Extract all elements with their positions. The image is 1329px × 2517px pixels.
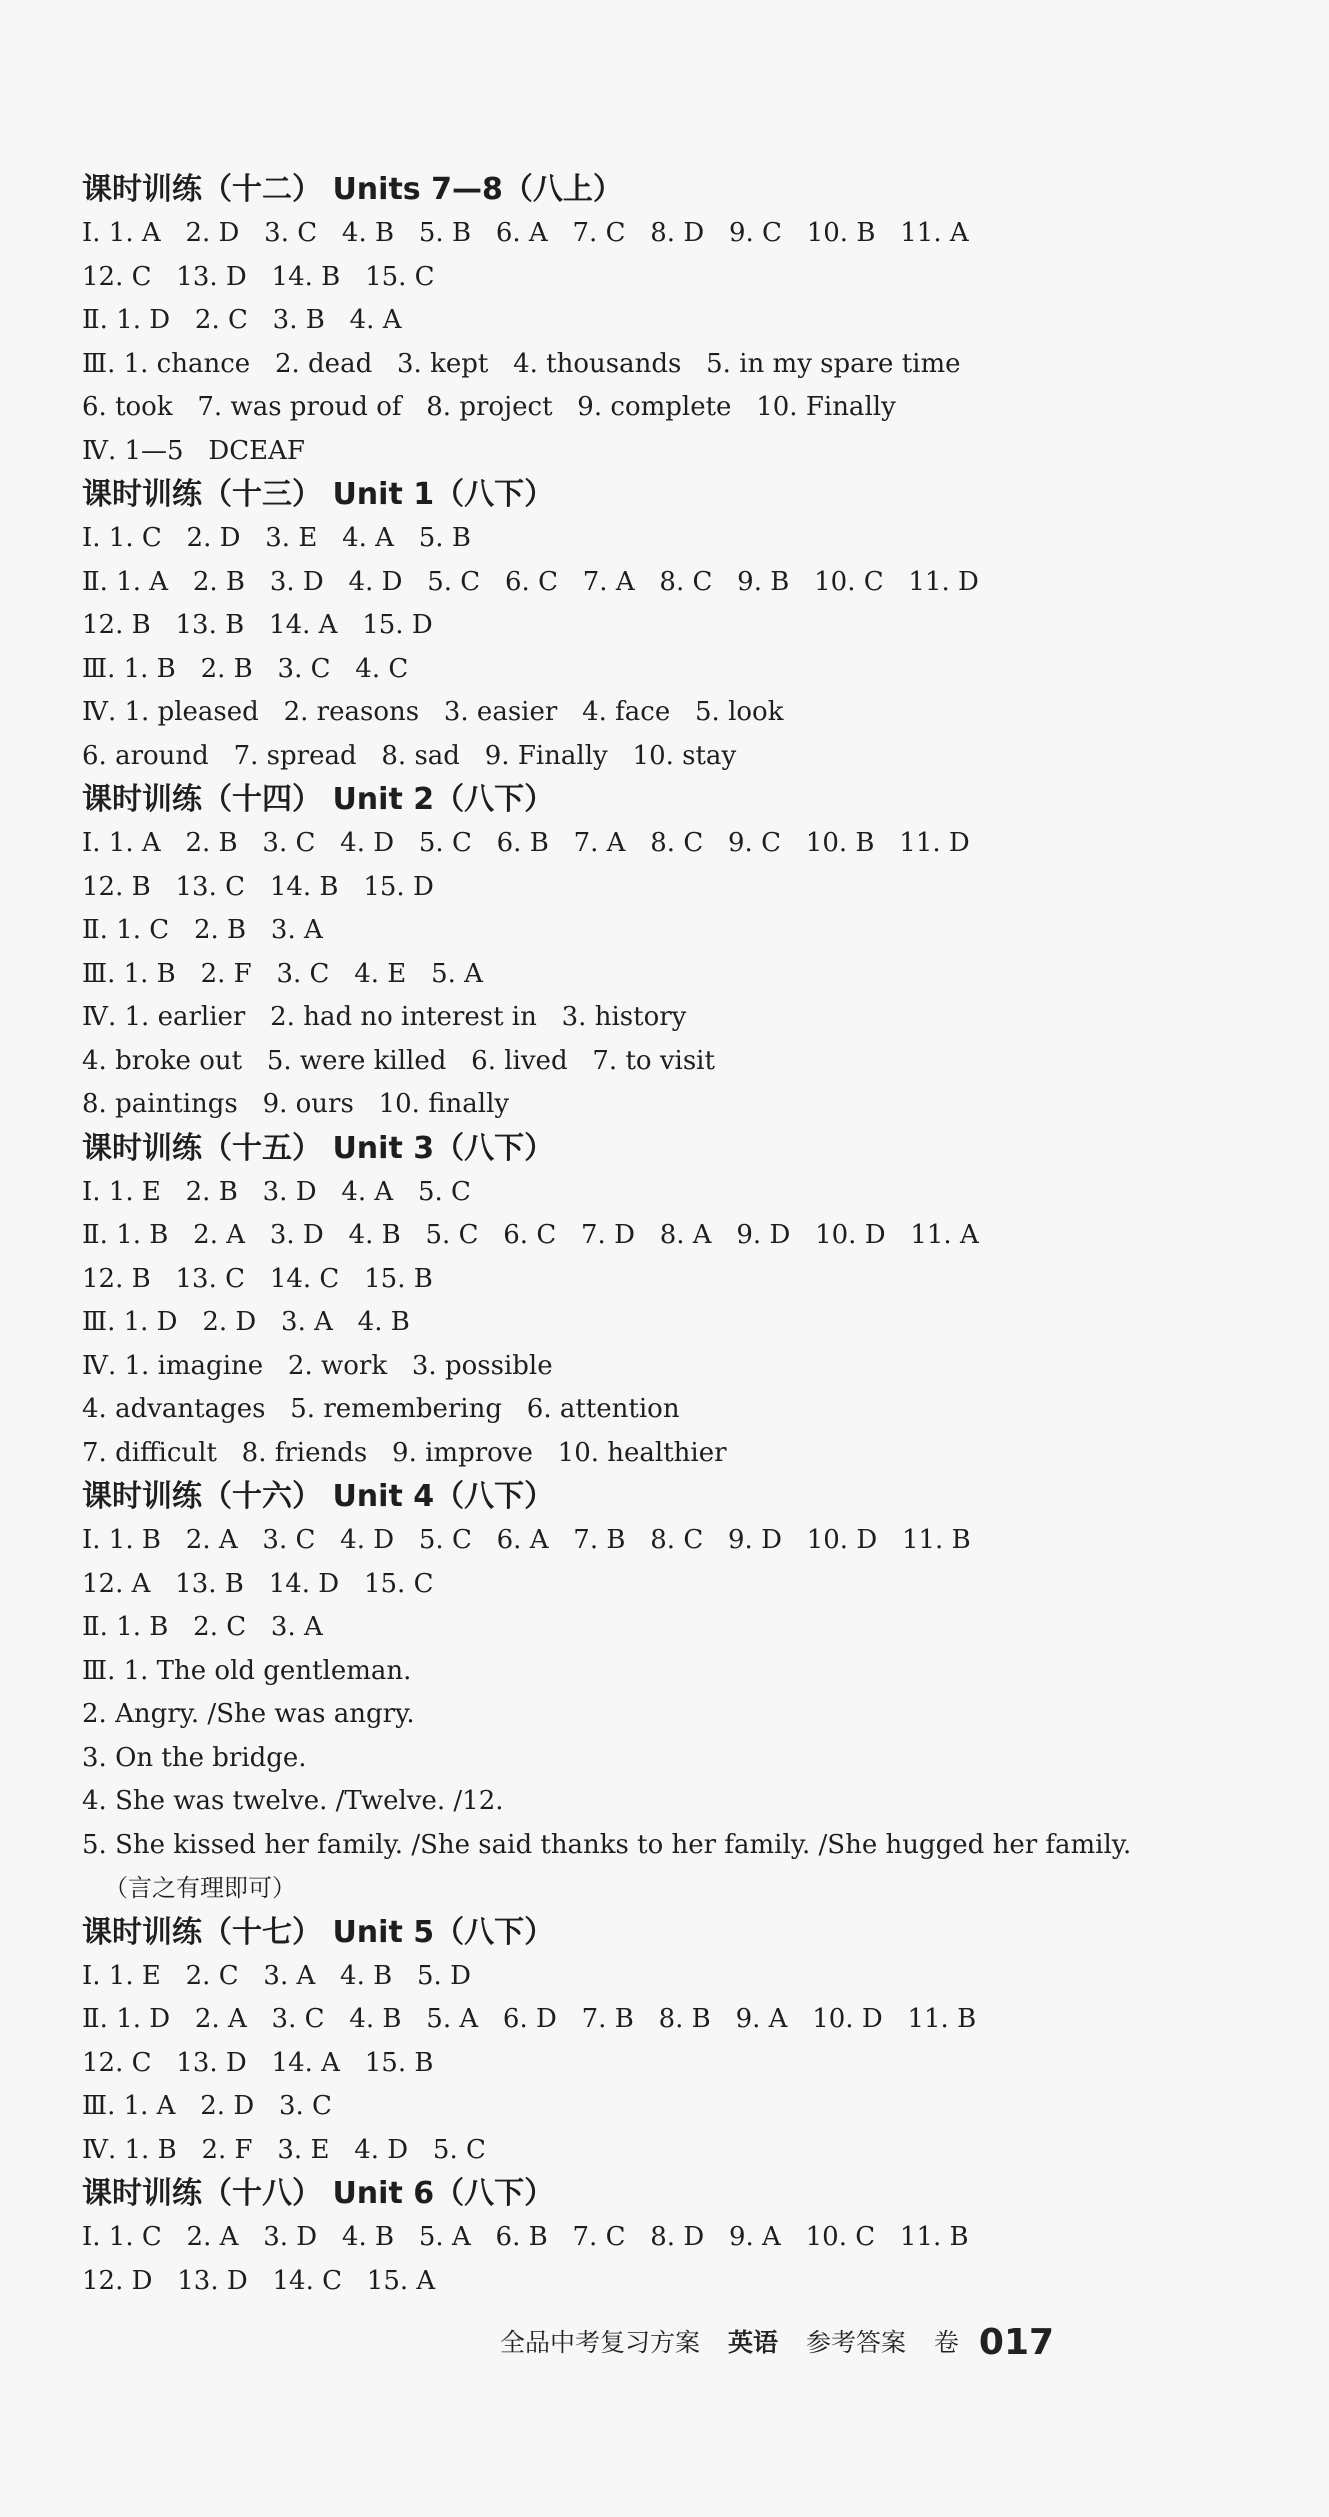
answer-line: Ⅱ. 1. B 2. C 3. A	[82, 1612, 323, 1642]
answer-line: Ⅱ. 1. C 2. B 3. A	[82, 915, 323, 945]
answer-line: 12. C 13. D 14. A 15. B	[82, 2047, 434, 2078]
section-heading: 课时训练（十七） Unit 5（八下）	[82, 1914, 555, 1950]
answer-line: Ⅰ. 1. E 2. B 3. D 4. A 5. C	[82, 1176, 471, 1207]
answer-line: 4. broke out 5. were killed 6. lived 7. to visit	[82, 1045, 715, 1076]
answer-line: Ⅳ. 1. imagine 2. work 3. possible	[82, 1350, 553, 1381]
answer-line: Ⅲ. 1. chance 2. dead 3. kept 4. thousands 5. in my spare time	[82, 348, 961, 379]
answer-section	[82, 1475, 1272, 1911]
footer-label: 参考答案	[805, 2328, 906, 2357]
answer-line: Ⅱ. 1. B 2. A 3. D 4. B 5. C 6. C 7. D 8. A 9. D 10. D 11. A	[82, 1220, 979, 1250]
answer-line: Ⅰ. 1. B 2. A 3. C 4. D 5. C 6. A 7. B 8. C 9. D 10. D 11. B	[82, 1525, 971, 1555]
answer-line: 12. B 13. C 14. C 15. B	[82, 1263, 433, 1294]
answer-line: 5. She kissed her family. /She said thanks to her family. /She hugged her family.	[82, 1829, 1132, 1860]
answer-section	[82, 778, 1272, 1127]
answer-line: 6. took 7. was proud of 8. project 9. complete 10. Finally	[82, 392, 896, 422]
answer-line: Ⅱ. 1. D 2. C 3. B 4. A	[82, 305, 402, 335]
answer-line: Ⅱ. 1. A 2. B 3. D 4. D 5. C 6. C 7. A 8. C 9. B 10. C 11. D	[82, 566, 979, 597]
footer-subject: 英语	[727, 2328, 778, 2357]
answer-line: 7. difficult 8. friends 9. improve 10. healthier	[82, 1437, 727, 1468]
section-heading: 课时训练（十六） Unit 4（八下）	[82, 1479, 555, 1514]
answer-line: 4. advantages 5. remembering 6. attention	[82, 1394, 680, 1424]
answer-line: Ⅱ. 1. D 2. A 3. C 4. B 5. A 6. D 7. B 8. B 9. A 10. D 11. B	[82, 2004, 977, 2034]
answer-line: 12. B 13. B 14. A 15. D	[82, 610, 433, 640]
footer-series: 全品中考复习方案	[500, 2328, 701, 2357]
answer-line: Ⅰ. 1. A 2. D 3. C 4. B 5. B 6. A 7. C 8. D 9. C 10. B 11. A	[82, 218, 969, 248]
answer-line: Ⅲ. 1. B 2. B 3. C 4. C	[82, 653, 409, 684]
section-heading: 课时训练（十八） Unit 6（八下）	[82, 2176, 555, 2211]
answer-section	[82, 2172, 1272, 2303]
section-heading: 课时训练（十五） Unit 3（八下）	[82, 1130, 555, 1166]
answer-line: Ⅰ. 1. C 2. D 3. E 4. A 5. B	[82, 523, 471, 553]
section-heading: 课时训练（十二） Units 7—8（八上）	[82, 172, 623, 207]
answer-line: Ⅳ. 1. earlier 2. had no interest in 3. history	[82, 1002, 687, 1032]
page-number: 017	[978, 2322, 1055, 2363]
footer-volume: 卷	[933, 2328, 959, 2357]
answer-note: （言之有理即可）	[104, 1874, 296, 1902]
answer-line: 12. C 13. D 14. B 15. C	[82, 261, 435, 292]
answer-line: 6. around 7. spread 8. sad 9. Finally 10. stay	[82, 740, 737, 771]
answer-line: 12. A 13. B 14. D 15. C	[82, 1568, 434, 1599]
answer-line: Ⅳ. 1. pleased 2. reasons 3. easier 4. face 5. look	[82, 697, 784, 727]
page-footer	[500, 2318, 1200, 2368]
answer-line: 4. She was twelve. /Twelve. /12.	[82, 1786, 504, 1816]
answer-line: Ⅲ. 1. A 2. D 3. C	[82, 2091, 332, 2121]
answer-line: Ⅰ. 1. C 2. A 3. D 4. B 5. A 6. B 7. C 8. D 9. A 10. C 11. B	[82, 2222, 969, 2252]
answer-line: Ⅰ. 1. E 2. C 3. A 4. B 5. D	[82, 1960, 471, 1991]
answer-line: 12. B 13. C 14. B 15. D	[82, 871, 434, 902]
answer-line: 12. D 13. D 14. C 15. A	[82, 2265, 436, 2296]
answer-line: Ⅳ. 1. B 2. F 3. E 4. D 5. C	[82, 2134, 486, 2165]
answer-line: 2. Angry. /She was angry.	[82, 1699, 415, 1729]
answer-line: Ⅲ. 1. D 2. D 3. A 4. B	[82, 1307, 410, 1337]
answer-content	[82, 168, 1272, 2303]
answer-line: Ⅰ. 1. A 2. B 3. C 4. D 5. C 6. B 7. A 8. C 9. C 10. B 11. D	[82, 828, 970, 858]
answer-line: Ⅳ. 1—5 DCEAF	[82, 435, 305, 466]
answer-section	[82, 1911, 1272, 2173]
section-heading: 课时训练（十四） Unit 2（八下）	[82, 782, 555, 817]
answer-line: 8. paintings 9. ours 10. finally	[82, 1089, 510, 1119]
answer-section	[82, 473, 1272, 778]
answer-line: Ⅲ. 1. The old gentleman.	[82, 1655, 412, 1686]
answer-line: Ⅲ. 1. B 2. F 3. C 4. E 5. A	[82, 958, 483, 989]
answer-section	[82, 1127, 1272, 1476]
answer-line: 3. On the bridge.	[82, 1742, 307, 1773]
answer-section	[82, 168, 1272, 473]
section-heading: 课时训练（十三） Unit 1（八下）	[82, 477, 555, 512]
